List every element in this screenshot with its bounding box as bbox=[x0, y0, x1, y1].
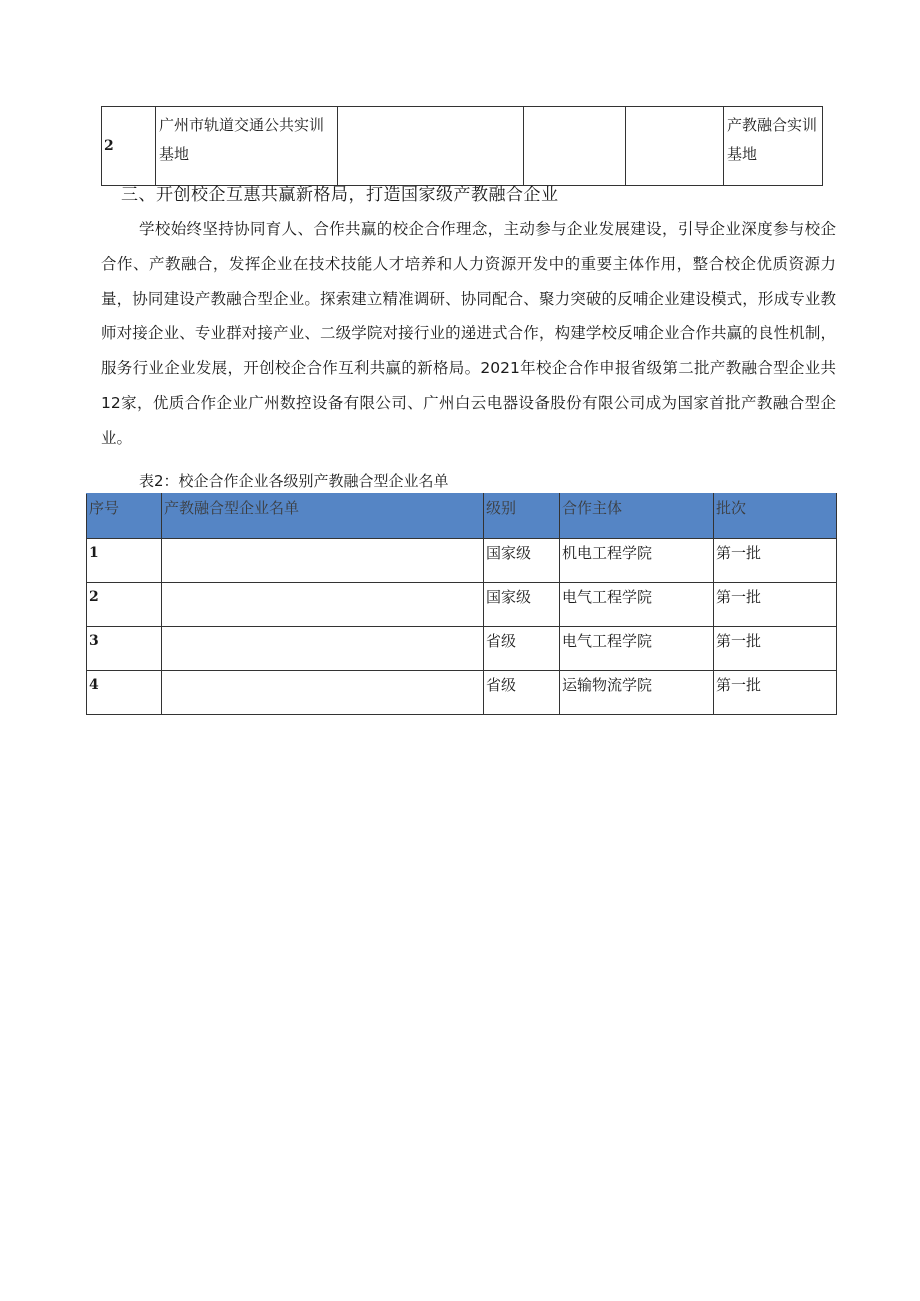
level-cell: 国家级 bbox=[484, 583, 560, 627]
partner-cell: 电气工程学院 bbox=[560, 583, 714, 627]
empty-cell bbox=[338, 107, 524, 186]
base-type-cell: 产教融合实训基地 bbox=[724, 107, 823, 186]
row-number: 2 bbox=[102, 107, 156, 186]
table-header-row bbox=[87, 494, 837, 539]
section-heading: 三、开创校企互惠共赢新格局，打造国家级产教融合企业 bbox=[121, 185, 559, 205]
row-number: 3 bbox=[87, 627, 162, 671]
empty-cell bbox=[626, 107, 724, 186]
batch-cell: 第一批 bbox=[714, 539, 837, 583]
table-1-continued bbox=[101, 106, 823, 186]
empty-cell bbox=[524, 107, 626, 186]
enterprise-list-table bbox=[86, 493, 837, 715]
table-row bbox=[87, 627, 837, 671]
header-partner: 合作主体 bbox=[560, 494, 714, 539]
row-number: 4 bbox=[87, 671, 162, 715]
batch-cell: 第一批 bbox=[714, 627, 837, 671]
table-row bbox=[87, 539, 837, 583]
table-caption: 表2：校企合作企业各级别产教融合型企业名单 bbox=[139, 472, 449, 490]
partner-cell: 运输物流学院 bbox=[560, 671, 714, 715]
header-batch: 批次 bbox=[714, 494, 837, 539]
header-name: 产教融合型企业名单 bbox=[162, 494, 484, 539]
header-num: 序号 bbox=[87, 494, 162, 539]
row-number: 1 bbox=[87, 539, 162, 583]
table-row bbox=[87, 671, 837, 715]
level-cell: 省级 bbox=[484, 627, 560, 671]
enterprise-name bbox=[162, 627, 484, 671]
enterprise-name bbox=[162, 583, 484, 627]
base-name-cell: 广州市轨道交通公共实训基地 bbox=[156, 107, 338, 186]
header-level: 级别 bbox=[484, 494, 560, 539]
table-row bbox=[87, 583, 837, 627]
row-number: 2 bbox=[87, 583, 162, 627]
enterprise-name bbox=[162, 671, 484, 715]
body-paragraph: 学校始终坚持协同育人、合作共赢的校企合作理念，主动参与企业发展建设，引导企业深度参与校企合作、产教融合，发挥企业在技术技能人才培养和人力资源开发中的重要主体作用，整合校企优质资源力量，协同建设产教融合型企业。探索建立精准调研、协同配合、聚力突破的反哺企业建设模式，形成专业教师对接企业、专业群对接产业、二级学院对接行业的递进式合作，构建学校反哺企业合作共赢的良性机制，服务行业企业发展，开创校企合作互利共赢的新格局。2021年校企合作申报省级第二批产教融合型企业共12家，优质合作企业广州数控设备有限公司、广州白云电器设备股份有限公司成为国家首批产教融合型企业。 bbox=[101, 220, 836, 447]
partner-cell: 机电工程学院 bbox=[560, 539, 714, 583]
level-cell: 省级 bbox=[484, 671, 560, 715]
enterprise-name bbox=[162, 539, 484, 583]
partner-cell: 电气工程学院 bbox=[560, 627, 714, 671]
batch-cell: 第一批 bbox=[714, 583, 837, 627]
table-row bbox=[102, 107, 823, 186]
batch-cell: 第一批 bbox=[714, 671, 837, 715]
level-cell: 国家级 bbox=[484, 539, 560, 583]
